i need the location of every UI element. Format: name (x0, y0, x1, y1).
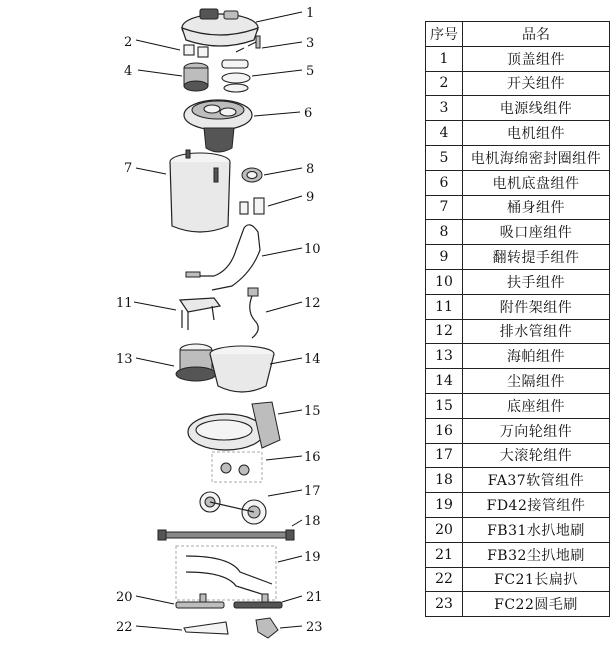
row-number: 22 (426, 567, 463, 592)
row-number: 1 (426, 46, 463, 71)
row-number: 15 (426, 393, 463, 418)
callout-21: 21 (306, 590, 323, 605)
table-row (426, 592, 610, 617)
row-name: FB32尘扒地刷 (463, 542, 610, 567)
row-name: 翻转提手组件 (463, 245, 610, 270)
row-number: 13 (426, 344, 463, 369)
row-name: 电机组件 (463, 121, 610, 146)
table-row (426, 393, 610, 418)
table-row (426, 542, 610, 567)
table-row (426, 245, 610, 270)
row-number: 20 (426, 517, 463, 542)
callout-7: 7 (124, 161, 133, 176)
row-number: 6 (426, 170, 463, 195)
part-crevice-tool (184, 622, 228, 634)
header-serial: 序号 (426, 22, 463, 47)
row-number: 7 (426, 195, 463, 220)
row-number: 11 (426, 294, 463, 319)
part-hepa-filter (176, 344, 216, 381)
table-row (426, 319, 610, 344)
callout-12: 12 (304, 296, 321, 311)
table-row (426, 443, 610, 468)
row-number: 19 (426, 493, 463, 518)
callout-8: 8 (306, 162, 315, 177)
row-number: 9 (426, 245, 463, 270)
row-number: 8 (426, 220, 463, 245)
row-name: 电机底盘组件 (463, 170, 610, 195)
table-row (426, 145, 610, 170)
table-header-row (426, 22, 610, 47)
row-name: FC21长扁扒 (463, 567, 610, 592)
row-name: 排水管组件 (463, 319, 610, 344)
table-row (426, 220, 610, 245)
table-row (426, 46, 610, 71)
row-number: 3 (426, 96, 463, 121)
table-row (426, 468, 610, 493)
part-seal-ring (222, 60, 250, 92)
row-number: 14 (426, 369, 463, 394)
row-name: FA37软管组件 (463, 468, 610, 493)
table-row (426, 269, 610, 294)
callout-13: 13 (116, 352, 133, 367)
row-name: 尘隔组件 (463, 369, 610, 394)
part-motor (184, 63, 208, 91)
part-hose (158, 530, 294, 540)
callout-22: 22 (116, 620, 133, 635)
parts-list-table (425, 21, 610, 617)
part-switch (184, 45, 208, 57)
part-large-wheels (200, 492, 266, 524)
part-extension-tubes (176, 546, 276, 600)
row-number: 21 (426, 542, 463, 567)
part-handle (186, 225, 260, 290)
row-number: 23 (426, 592, 463, 617)
table-row (426, 170, 610, 195)
row-number: 17 (426, 443, 463, 468)
part-base (188, 402, 280, 450)
table-row (426, 294, 610, 319)
part-dust-separator (210, 346, 274, 392)
callout-5: 5 (306, 64, 315, 79)
row-name: 电源线组件 (463, 96, 610, 121)
part-round-brush (256, 618, 278, 638)
row-number: 18 (426, 468, 463, 493)
callout-3: 3 (306, 36, 315, 51)
row-name: 万向轮组件 (463, 418, 610, 443)
table-row (426, 567, 610, 592)
table-row (426, 369, 610, 394)
row-name: FB31水扒地刷 (463, 517, 610, 542)
row-name: 桶身组件 (463, 195, 610, 220)
part-flip-handle (240, 198, 264, 214)
part-drain-hose (248, 288, 258, 338)
row-number: 2 (426, 71, 463, 96)
row-name: FD42接管组件 (463, 493, 610, 518)
part-accessory-rack (180, 298, 220, 330)
table-row (426, 71, 610, 96)
row-name: 开关组件 (463, 71, 610, 96)
row-name: 电机海绵密封圈组件 (463, 145, 610, 170)
part-inlet (242, 168, 262, 182)
row-name: 底座组件 (463, 393, 610, 418)
callout-6: 6 (304, 106, 313, 121)
row-number: 5 (426, 145, 463, 170)
row-number: 4 (426, 121, 463, 146)
row-number: 12 (426, 319, 463, 344)
callout-14: 14 (304, 352, 321, 367)
row-number: 16 (426, 418, 463, 443)
part-caster-wheels (212, 452, 262, 482)
callout-16: 16 (304, 450, 321, 465)
callout-15: 15 (304, 404, 321, 419)
part-floor-brushes (176, 594, 282, 608)
row-number: 10 (426, 269, 463, 294)
table-row (426, 517, 610, 542)
callout-10: 10 (304, 242, 321, 257)
part-tank-body (170, 150, 230, 232)
callout-20: 20 (116, 590, 133, 605)
table-row (426, 121, 610, 146)
callout-18: 18 (304, 514, 321, 529)
table-row (426, 493, 610, 518)
part-motor-chassis (184, 100, 252, 152)
table-row (426, 344, 610, 369)
row-name: 海帕组件 (463, 344, 610, 369)
table-row (426, 195, 610, 220)
part-top-cover (182, 9, 258, 46)
callout-4: 4 (124, 64, 133, 79)
row-name: 顶盖组件 (463, 46, 610, 71)
callout-23: 23 (306, 620, 323, 635)
callout-17: 17 (304, 484, 321, 499)
row-name: FC22圆毛刷 (463, 592, 610, 617)
row-name: 附件架组件 (463, 294, 610, 319)
callout-19: 19 (304, 550, 321, 565)
callout-11: 11 (116, 296, 133, 311)
row-name: 大滚轮组件 (463, 443, 610, 468)
header-name: 品名 (463, 22, 610, 47)
callout-2: 2 (124, 35, 133, 50)
table-row (426, 96, 610, 121)
row-name: 扶手组件 (463, 269, 610, 294)
callout-9: 9 (306, 190, 315, 205)
callout-1: 1 (306, 6, 315, 21)
row-name: 吸口座组件 (463, 220, 610, 245)
table-row (426, 418, 610, 443)
